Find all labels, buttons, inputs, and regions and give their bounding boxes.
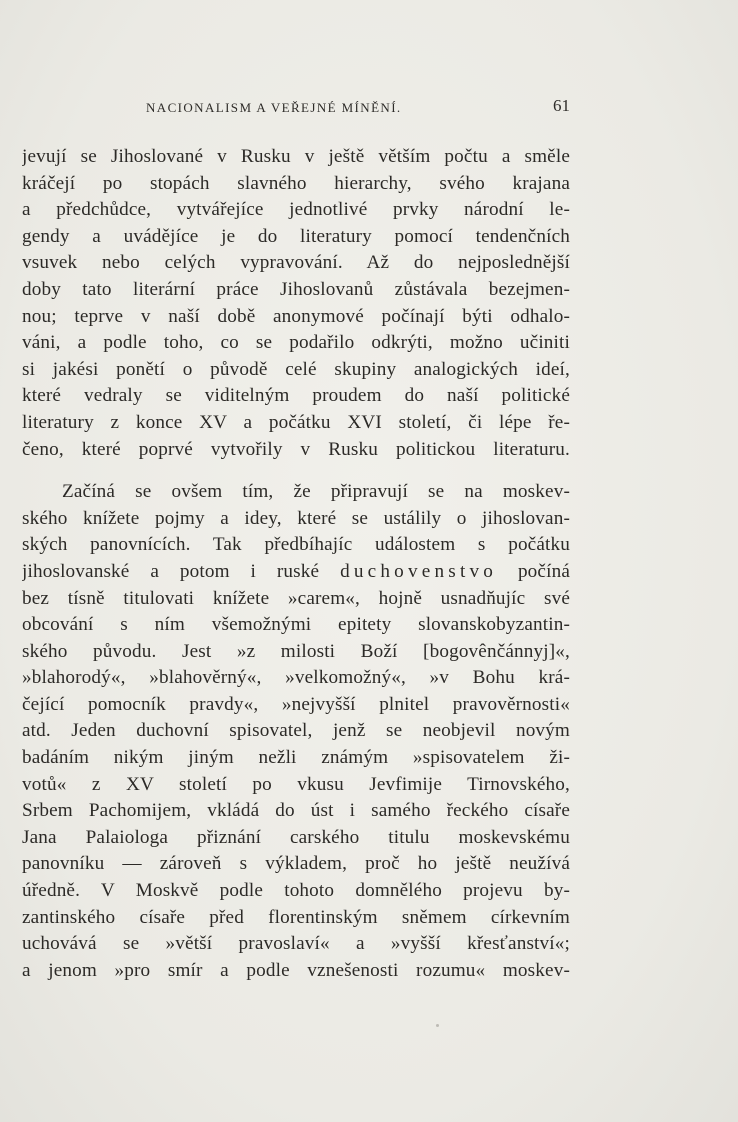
- text-line: úředně. V Moskvě podle tohoto domnělého projevu by-: [22, 880, 570, 902]
- text-line: obcování s ním všemožnými epitety slovanskobyzantin-: [22, 614, 570, 636]
- text-line: bez tísně titulovati knížete »carem«, hojně usnadňujíc své: [22, 587, 570, 609]
- text-line: a předchůdce, vytvářejíce jednotlivé prvky národní le-: [22, 199, 570, 221]
- text-line: literatury z konce XV a počátku XVI století, či lépe ře-: [22, 411, 570, 433]
- text-line: jevují se Jihoslované v Rusku v ještě větším počtu a směle: [22, 146, 570, 167]
- text-line: které vedraly se viditelným proudem do naší politické: [22, 385, 570, 407]
- page-number: 61: [553, 96, 570, 115]
- text-line: vsuvek nebo celých vypravování. Až do nejposlednější: [22, 252, 570, 274]
- text-line: váni, a podle toho, co se podařilo odkrýti, možno učiniti: [22, 332, 570, 354]
- running-title: NACIONALISM A VEŘEJNÉ MÍNĚNÍ.: [146, 100, 402, 115]
- text-segment: počíná: [517, 560, 570, 582]
- text-line: čející pomocník pravdy«, »nejvyšší plnitel pravověrnosti«: [22, 693, 570, 715]
- body-text: [22, 144, 570, 984]
- spaced-emphasis: duchovenstvo: [340, 560, 498, 582]
- text-line: ských panovnících. Tak předbíhajíc událostem s počátku: [22, 534, 570, 556]
- text-line: ského knížete pojmy a idey, které se ustálily o jihoslovan-: [22, 507, 570, 529]
- text-line: doby tato literární práce Jihoslovanů zůstávala bezejmen-: [22, 278, 570, 300]
- text-line: Jana Palaiologa přiznání carského titulu moskevskému: [22, 826, 570, 848]
- paragraph-2: [22, 479, 570, 984]
- text-line: votů« z XV století po vkusu Jevfimije Tirnovského,: [22, 773, 570, 795]
- text-line: »blahorodý«, »blahověrný«, »velkomožný«, »v Bohu krá-: [22, 667, 570, 689]
- text-line: Začíná se ovšem tím, že připravují se na moskev-: [62, 481, 570, 503]
- text-line-mixed: [22, 559, 570, 586]
- text-segment: jihoslovanské a potom i ruské: [22, 560, 320, 582]
- text-line: panovníku — zároveň s výkladem, proč ho ještě neužívá: [22, 853, 570, 875]
- text-line: kráčejí po stopách slavného hierarchy, svého krajana: [22, 172, 570, 194]
- text-line: zantinského císaře před florentinským sněmem církevním: [22, 906, 570, 928]
- page-header: [22, 96, 570, 120]
- text-line: Srbem Pachomijem, vkládá do úst i samého řeckého císaře: [22, 800, 570, 822]
- paragraph-1: [22, 144, 570, 463]
- paragraph-spacer: [22, 463, 570, 479]
- text-line: a jenom »pro smír a podle vznešenosti rozumu« moskev-: [22, 959, 570, 981]
- text-line: čeno, které poprvé vytvořily v Rusku politickou literaturu.: [22, 438, 570, 460]
- text-line: nou; teprve v naší době anonymové počínají býti odhalo-: [22, 305, 570, 327]
- text-line: atd. Jeden duchovní spisovatel, jenž se neobjevil novým: [22, 720, 570, 742]
- text-line: badáním nikým jiným nežli známým »spisovatelem ži-: [22, 747, 570, 769]
- text-line: si jakési ponětí o původě celé skupiny analogických ideí,: [22, 358, 570, 380]
- text-line: gendy a uvádějíce je do literatury pomocí tendenčních: [22, 225, 570, 247]
- text-line: uchovává se »větší pravoslaví« a »vyšší křesťanství«;: [22, 933, 570, 955]
- paper-speck: [436, 1024, 439, 1027]
- text-line: ského původu. Jest »z milosti Boží [bogovênčánnyj]«,: [22, 640, 570, 662]
